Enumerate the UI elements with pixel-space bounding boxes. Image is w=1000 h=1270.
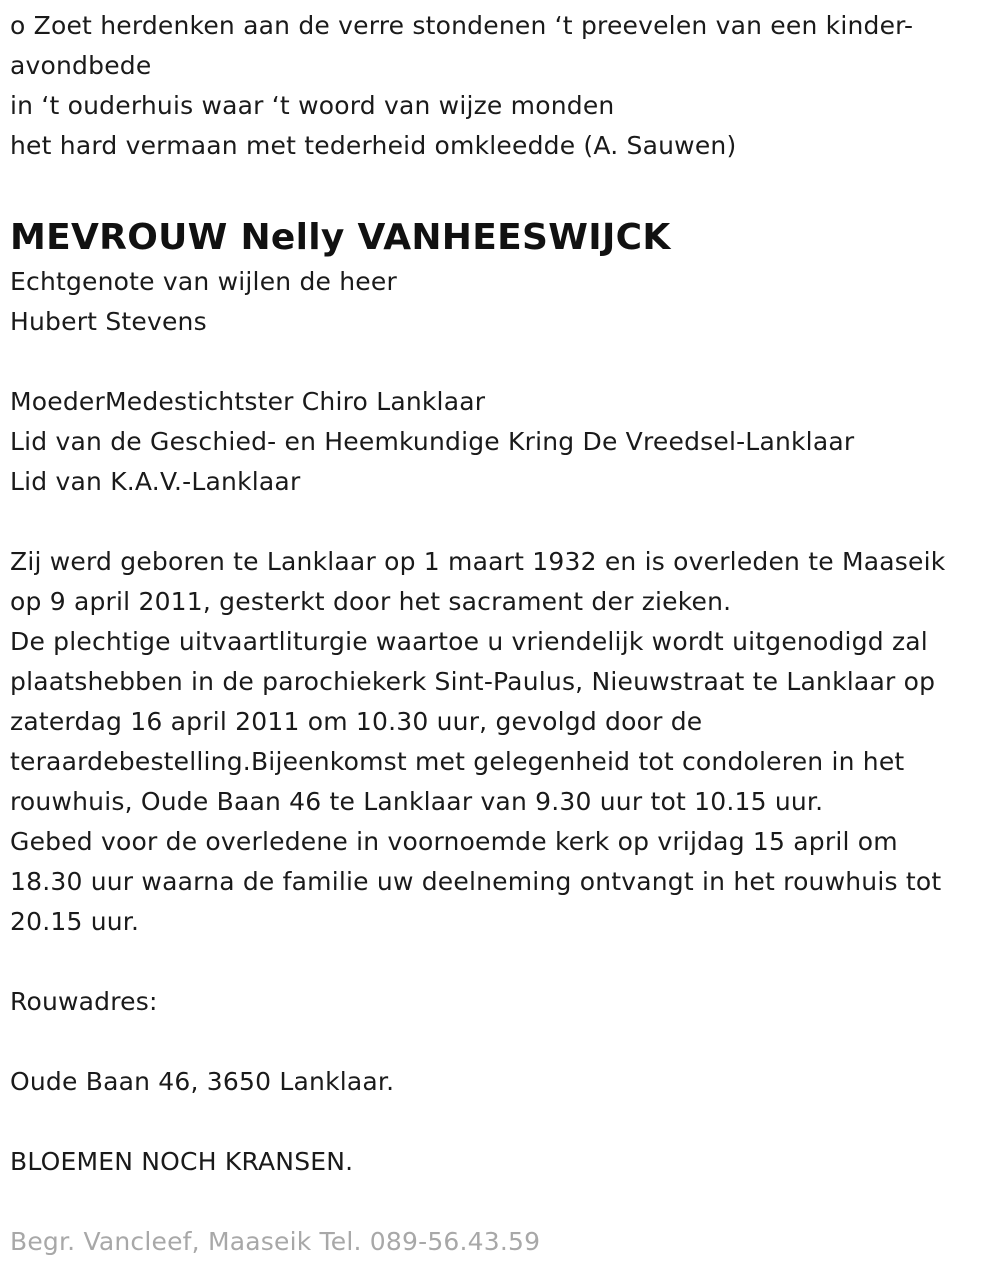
poem-line: o Zoet herdenken aan de verre stondenen ‘t preevelen van een kinder- <box>10 11 914 40</box>
announcement-line: zaterdag 16 april 2011 om 10.30 uur, gevolgd door de <box>10 707 703 736</box>
role-line: MoederMedestichtster Chiro Lanklaar <box>10 387 486 416</box>
spacer <box>10 166 995 214</box>
spouse-block <box>10 262 995 342</box>
announcement-line: De plechtige uitvaartliturgie waartoe u vriendelijk wordt uitgenodigd zal <box>10 627 928 656</box>
announcement-line: op 9 april 2011, gesterkt door het sacrament der zieken. <box>10 587 732 616</box>
obituary-document <box>10 6 995 1262</box>
poem-line: avondbede <box>10 51 152 80</box>
announcement-block <box>10 542 995 942</box>
spacer <box>10 502 995 542</box>
role-line: Lid van de Geschied- en Heemkundige Kring De Vreedsel-Lanklaar <box>10 427 855 456</box>
poem-line: het hard vermaan met tederheid omkleedde (A. Sauwen) <box>10 131 737 160</box>
deceased-name: MEVROUW Nelly VANHEESWIJCK <box>10 217 671 258</box>
role-line: Lid van K.A.V.-Lanklaar <box>10 467 301 496</box>
roles-block <box>10 382 995 502</box>
spouse-line: Hubert Stevens <box>10 307 207 336</box>
announcement-line: Gebed voor de overledene in voornoemde kerk op vrijdag 15 april om <box>10 827 898 856</box>
spacer <box>10 1022 995 1062</box>
spacer <box>10 342 995 382</box>
flowers-notice: BLOEMEN NOCH KRANSEN. <box>10 1147 354 1176</box>
announcement-line: Zij werd geboren te Lanklaar op 1 maart 1932 en is overleden te Maaseik <box>10 547 946 576</box>
announcement-line: 20.15 uur. <box>10 907 140 936</box>
spacer <box>10 1102 995 1142</box>
spouse-line: Echtgenote van wijlen de heer <box>10 267 397 296</box>
poem-block <box>10 6 995 166</box>
announcement-line: 18.30 uur waarna de familie uw deelneming ontvangt in het rouwhuis tot <box>10 867 942 896</box>
address-value: Oude Baan 46, 3650 Lanklaar. <box>10 1067 395 1096</box>
announcement-line: plaatshebben in de parochiekerk Sint-Paulus, Nieuwstraat te Lanklaar op <box>10 667 936 696</box>
undertaker-footer: Begr. Vancleef, Maaseik Tel. 089-56.43.59 <box>10 1227 541 1256</box>
announcement-line: rouwhuis, Oude Baan 46 te Lanklaar van 9.30 uur tot 10.15 uur. <box>10 787 824 816</box>
announcement-line: teraardebestelling.Bijeenkomst met gelegenheid tot condoleren in het <box>10 747 905 776</box>
spacer <box>10 1182 995 1222</box>
spacer <box>10 942 995 982</box>
address-label: Rouwadres: <box>10 987 158 1016</box>
poem-line: in ‘t ouderhuis waar ‘t woord van wijze monden <box>10 91 615 120</box>
